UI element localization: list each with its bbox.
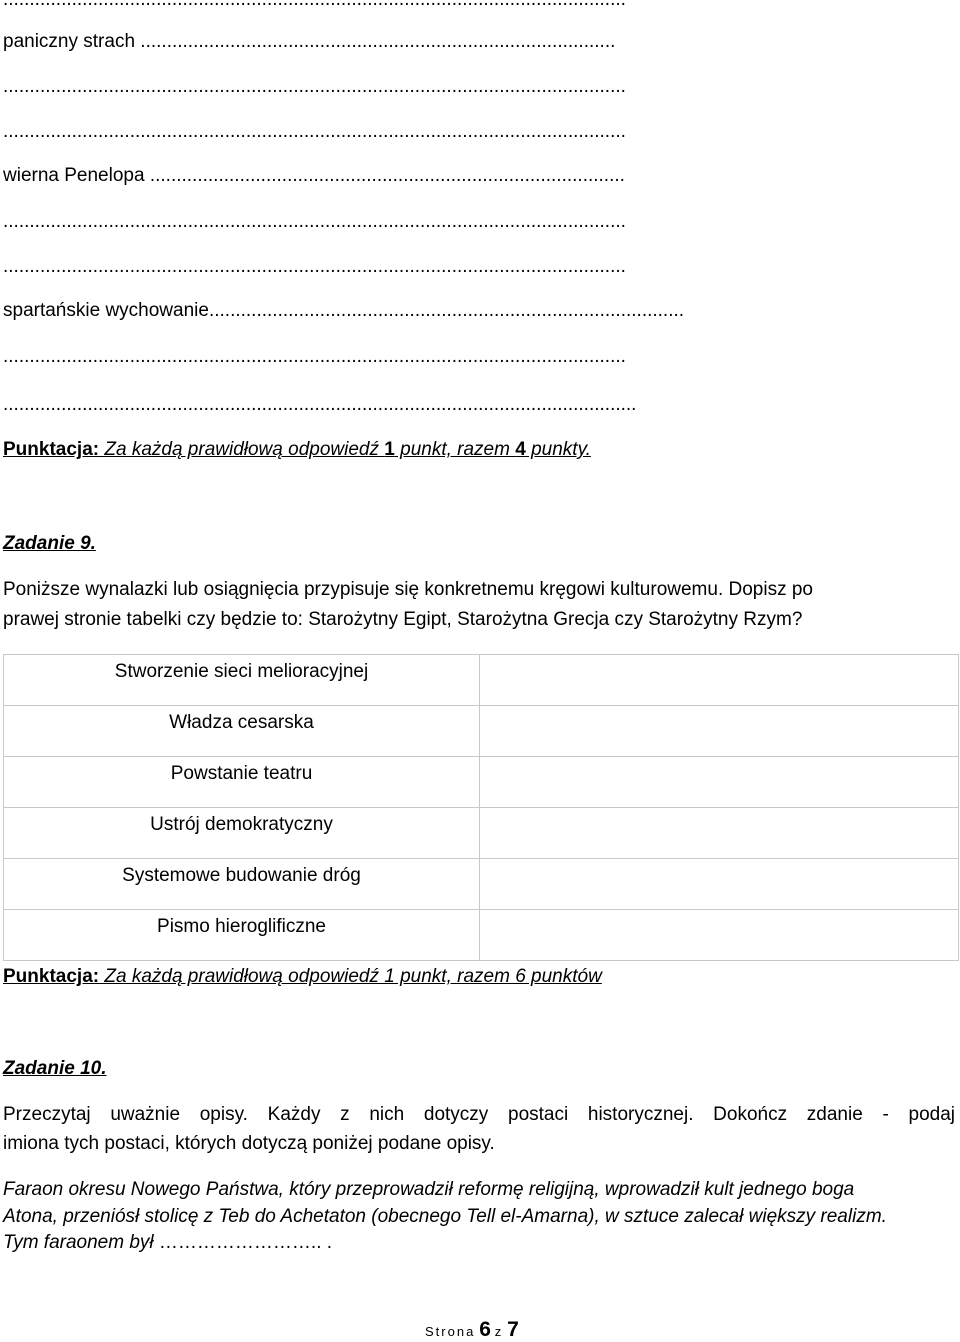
answer-line: ...................................................................................................................... xyxy=(3,346,626,367)
table-row xyxy=(4,706,959,757)
answer-cell[interactable] xyxy=(480,808,959,859)
item-cell: Ustrój demokratyczny xyxy=(4,808,480,859)
answer-cell[interactable] xyxy=(480,859,959,910)
answer-cell[interactable] xyxy=(480,910,959,961)
description-line xyxy=(3,1230,955,1257)
scoring-points: 1 xyxy=(384,439,395,460)
page-footer xyxy=(425,1318,519,1342)
scoring-total: 4 xyxy=(515,439,526,460)
task9-heading: Zadanie 9. xyxy=(3,533,96,554)
table-row xyxy=(4,808,959,859)
answer-line xyxy=(3,0,626,11)
phrase-item-1 xyxy=(3,31,615,53)
task10-instruction-line2: imiona tych postaci, których dotyczą poniżej podane opisy. xyxy=(3,1133,495,1154)
answer-cell[interactable] xyxy=(480,757,959,808)
phrase-label: wierna Penelopa xyxy=(3,165,145,186)
task9-instruction-line2: prawej stronie tabelki czy będzie to: Starożytny Egipt, Starożytna Grecja czy Starożytny Rzym? xyxy=(3,609,803,630)
page-total: 7 xyxy=(507,1318,519,1341)
item-cell: Stworzenie sieci melioracyjnej xyxy=(4,655,480,706)
item-cell: Pismo hieroglificzne xyxy=(4,910,480,961)
item-cell: Władza cesarska xyxy=(4,706,480,757)
answer-cell[interactable] xyxy=(480,706,959,757)
phrase-item-3 xyxy=(3,300,684,322)
answer-dots: .......................................................................................... xyxy=(144,165,625,186)
task9-instruction-line1: Poniższe wynalazki lub osiągnięcia przypisuje się konkretnemu kręgowi kulturowemu. Dopisz po xyxy=(3,579,813,600)
table-row xyxy=(4,655,959,706)
phrase-item-2 xyxy=(3,165,625,187)
assignment-table xyxy=(3,654,959,961)
answer-prompt: Tym faraonem był xyxy=(3,1232,159,1253)
phrase-label: spartańskie wychowanie xyxy=(3,300,209,321)
scoring-text: punkt, razem xyxy=(394,439,516,460)
answer-line: ...................................................................................................................... xyxy=(3,256,626,277)
scoring-text: Za każdą prawidłową odpowiedź xyxy=(99,439,385,460)
table-row xyxy=(4,910,959,961)
table-row xyxy=(4,859,959,910)
scoring-label: Punktacja: xyxy=(3,439,100,460)
scoring-label: Punktacja: xyxy=(3,966,100,987)
page-word: Strona xyxy=(425,1324,476,1339)
phrase-label: paniczny strach xyxy=(3,31,136,52)
answer-line: ...................................................................................................................... xyxy=(3,76,626,97)
answer-cell[interactable] xyxy=(480,655,959,706)
page-of: z xyxy=(494,1324,504,1339)
task10-heading: Zadanie 10. xyxy=(3,1058,107,1079)
answer-line: ...................................................................................................................... xyxy=(3,121,626,142)
description-line: Atona, przeniósł stolicę z Teb do Achetaton (obecnego Tell el-Amarna), w sztuce zalecał większy realizm. xyxy=(3,1205,887,1227)
description-line: Faraon okresu Nowego Państwa, który przeprowadził reformę religijną, wprowadził kult jednego boga xyxy=(3,1179,855,1200)
scoring-text: punkty. xyxy=(525,439,591,460)
item-cell: Systemowe budowanie dróg xyxy=(4,859,480,910)
table-row xyxy=(4,757,959,808)
scoring-task9 xyxy=(3,966,602,988)
answer-line: ...................................................................................................................... xyxy=(3,211,626,232)
task10-instruction-line1: Przeczytaj uważnie opisy. Każdy z nich dotyczy postaci historycznej. Dokończ zdanie - podaj xyxy=(3,1104,955,1125)
answer-dots: .......................................................................................... xyxy=(135,31,616,52)
item-cell: Powstanie teatru xyxy=(4,757,480,808)
scoring-task8 xyxy=(3,439,591,461)
description-paragraph xyxy=(3,1177,955,1257)
answer-dots: .......................................................................................... xyxy=(208,300,685,321)
page-number: 6 xyxy=(479,1318,491,1341)
answer-dots[interactable]: …………………….. . xyxy=(158,1232,333,1253)
answer-line: ........................................................................................................................ xyxy=(3,394,637,415)
scoring-text: Za każdą prawidłową odpowiedź 1 punkt, razem 6 punktów xyxy=(99,966,602,987)
